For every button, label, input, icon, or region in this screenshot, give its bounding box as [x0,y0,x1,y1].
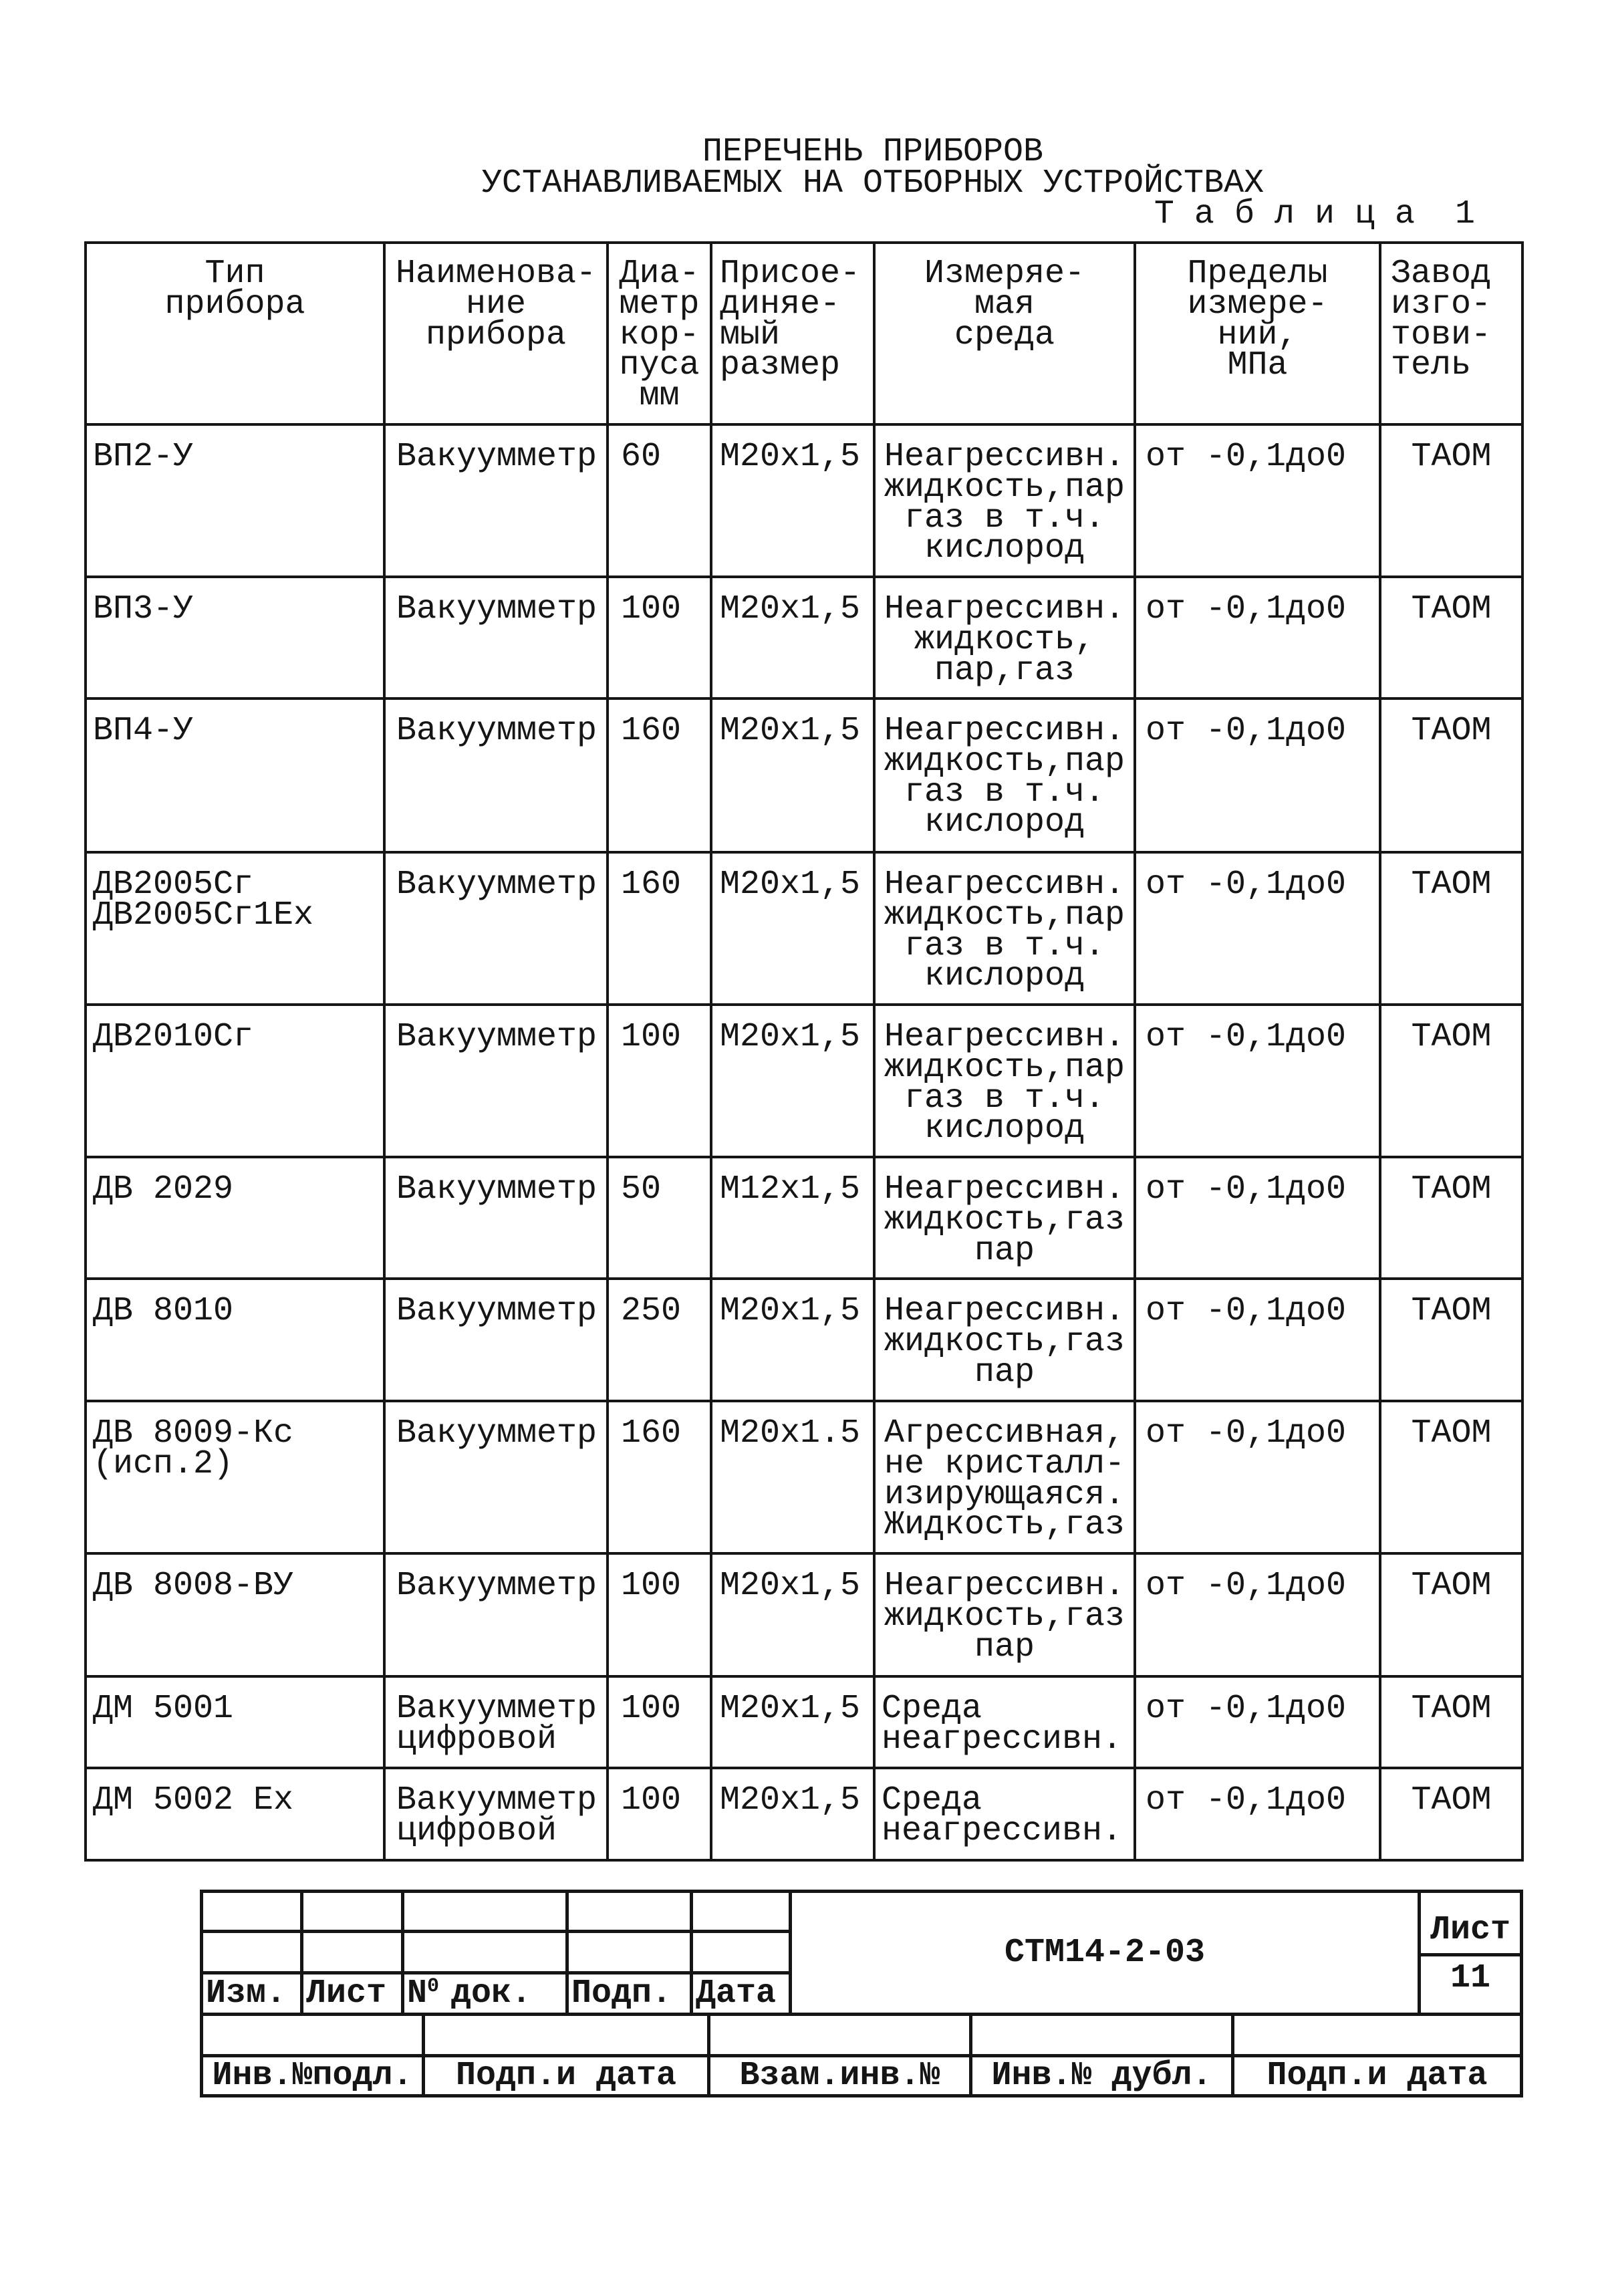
cell-case-diameter: 60 [606,423,712,578]
cell-medium: Неагрессивн. жидкость,пар газ в т.ч. кислород [873,423,1136,578]
sheet-number-cell [1418,1953,1523,2016]
title-block-empty-cell [969,2013,1234,2057]
cell-connection-size: М20х1,5 [710,576,876,700]
title-block-empty-cell [200,2013,425,2057]
title-block [200,1890,1523,2097]
cell-manufacturer: ТАОМ [1379,1767,1524,1862]
title-block-empty-cell [707,2013,972,2057]
cell-connection-size: М20х1,5 [710,1767,876,1862]
cell-device-name: Вакуумметр [383,1156,609,1280]
signature-label: Подп. [565,1971,693,2016]
cell-connection-size: М20х1,5 [710,423,876,578]
cell-case-diameter: 160 [606,697,712,854]
column-header-manufacturer: Завод изго- тови- тель [1379,241,1524,426]
title-block-empty-cell [200,1930,303,1974]
cell-device-type: ДВ2005Сг ДВ2005Сг1Ex [84,851,386,1006]
title-block-empty-cell [690,1930,792,1974]
cell-device-type: ДВ2010Сг [84,1003,386,1158]
title-block-empty-cell [300,1930,404,1974]
sheet-column-label: Лист [300,1971,404,2016]
document-number-prefix: N [407,1974,428,2013]
title-block-empty-cell [565,1890,693,1933]
cell-device-type: ДМ 5001 [84,1675,386,1769]
cell-connection-size: М12х1,5 [710,1156,876,1280]
cell-case-diameter: 160 [606,1400,712,1555]
cell-case-diameter: 250 [606,1277,712,1402]
cell-case-diameter: 160 [606,851,712,1006]
table-caption: Т а б л и ц а 1 [1154,195,1475,233]
document-code-cell [789,1890,1421,2016]
cell-measurement-range: от -0,1до0 [1134,576,1381,700]
cell-manufacturer: ТАОМ [1379,1003,1524,1158]
cell-device-name: Вакуумметр цифровой [383,1675,609,1769]
cell-device-name: Вакуумметр [383,1552,609,1678]
cell-device-name: Вакуумметр [383,1277,609,1402]
title-block-empty-cell [690,1890,792,1933]
cell-measurement-range: от -0,1до0 [1134,1767,1381,1862]
column-header-medium: Измеряе- мая среда [873,241,1136,426]
cell-medium: Среда неагрессивн. [873,1767,1136,1862]
cell-measurement-range: от -0,1до0 [1134,1400,1381,1555]
cell-connection-size: М20х1,5 [710,1675,876,1769]
title-block-empty-cell [200,1890,303,1933]
cell-connection-size: М20х1,5 [710,1003,876,1158]
cell-manufacturer: ТАОМ [1379,1400,1524,1555]
cell-connection-size: М20х1,5 [710,1552,876,1678]
duplicate-inventory-label: Инв.№ дубл. [969,2054,1234,2097]
document-number-label [401,1971,569,2016]
cell-connection-size: М20х1,5 [710,697,876,854]
column-header-device-type: Тип прибора [84,241,386,426]
cell-device-type: ВП2-У [84,423,386,578]
date-label: Дата [690,1971,792,2016]
cell-device-name: Вакуумметр [383,423,609,578]
cell-case-diameter: 100 [606,1675,712,1769]
title-line-1: ПЕРЕЧЕНЬ ПРИБОРОВ [702,133,1044,171]
cell-medium: Неагрессивн. жидкость,газ пар [873,1552,1136,1678]
cell-device-type: ДМ 5002 Ex [84,1767,386,1862]
instrument-list-table [84,241,1524,1862]
cell-medium: Неагрессивн. жидкость,газ пар [873,1156,1136,1280]
cell-case-diameter: 100 [606,576,712,700]
cell-measurement-range: от -0,1до0 [1134,1675,1381,1769]
cell-device-type: ДВ 8008-ВУ [84,1552,386,1678]
title-block-empty-cell [401,1890,569,1933]
sheet-label-cell [1418,1890,1523,1956]
cell-manufacturer: ТАОМ [1379,1277,1524,1402]
title-block-empty-cell [401,1930,569,1974]
title-line-2: УСТАНАВЛИВАЕМЫХ НА ОТБОРНЫХ УСТРОЙСТВАХ [481,164,1264,203]
signature-date-label: Подп.и дата [422,2054,710,2097]
cell-case-diameter: 100 [606,1003,712,1158]
column-header-case-diameter: Диа- метр кор- пуса мм [606,241,712,426]
cell-medium: Агрессивная, не кристалл- изирующаяся. Жидкость,газ [873,1400,1136,1555]
cell-device-type: ВП3-У [84,576,386,700]
cell-case-diameter: 100 [606,1552,712,1678]
signature-date-label-2: Подп.и дата [1231,2054,1523,2097]
cell-manufacturer: ТАОМ [1379,1675,1524,1769]
cell-manufacturer: ТАОМ [1379,851,1524,1006]
cell-measurement-range: от -0,1до0 [1134,423,1381,578]
column-header-connection-size: Присое- диняе- мый размер [710,241,876,426]
title-block-empty-cell [565,1930,693,1974]
cell-measurement-range: от -0,1до0 [1134,1003,1381,1158]
cell-measurement-range: от -0,1до0 [1134,851,1381,1006]
cell-manufacturer: ТАОМ [1379,1552,1524,1678]
cell-manufacturer: ТАОМ [1379,576,1524,700]
cell-device-name: Вакуумметр цифровой [383,1767,609,1862]
cell-device-name: Вакуумметр [383,1400,609,1555]
original-inventory-number-label: Инв.№подл. [200,2054,425,2097]
cell-device-name: Вакуумметр [383,851,609,1006]
document-number-superscript: 0 [427,1975,440,1998]
cell-manufacturer: ТАОМ [1379,697,1524,854]
cell-connection-size: М20х1,5 [710,1277,876,1402]
cell-measurement-range: от -0,1до0 [1134,1156,1381,1280]
cell-medium: Неагрессивн. жидкость,пар газ в т.ч. кислород [873,1003,1136,1158]
document-number-suffix: док. [451,1974,532,2013]
cell-measurement-range: от -0,1до0 [1134,1277,1381,1402]
column-header-measurement-range: Пределы измере- ний, МПа [1134,241,1381,426]
cell-measurement-range: от -0,1до0 [1134,697,1381,854]
cell-case-diameter: 100 [606,1767,712,1862]
cell-medium: Среда неагрессивн. [873,1675,1136,1769]
replacement-inventory-label: Взам.инв.№ [707,2054,972,2097]
sheet-label: Лист [1430,1911,1511,1949]
cell-device-type: ВП4-У [84,697,386,854]
title-block-empty-cell [300,1890,404,1933]
cell-device-type: ДВ 8009-Кс (исп.2) [84,1400,386,1555]
cell-device-type: ДВ 8010 [84,1277,386,1402]
column-header-device-name: Наименова- ние прибора [383,241,609,426]
cell-medium: Неагрессивн. жидкость,пар газ в т.ч. кислород [873,851,1136,1006]
cell-device-name: Вакуумметр [383,576,609,700]
cell-medium: Неагрессивн. жидкость,газ пар [873,1277,1136,1402]
title-block-empty-cell [422,2013,710,2057]
cell-device-name: Вакуумметр [383,1003,609,1158]
cell-connection-size: М20х1,5 [710,851,876,1006]
document-heading [405,133,1341,203]
title-block-empty-cell [1231,2013,1523,2057]
sheet-number: 11 [1450,1959,1490,1997]
cell-medium: Неагрессивн. жидкость,пар газ в т.ч. кислород [873,697,1136,854]
document-code: СТМ14-2-03 [1004,1934,1206,1972]
cell-device-type: ДВ 2029 [84,1156,386,1280]
cell-manufacturer: ТАОМ [1379,1156,1524,1280]
cell-manufacturer: ТАОМ [1379,423,1524,578]
cell-device-name: Вакуумметр [383,697,609,854]
cell-case-diameter: 50 [606,1156,712,1280]
cell-connection-size: М20х1.5 [710,1400,876,1555]
cell-measurement-range: от -0,1до0 [1134,1552,1381,1678]
change-label: Изм. [200,1971,303,2016]
cell-medium: Неагрессивн. жидкость, пар,газ [873,576,1136,700]
